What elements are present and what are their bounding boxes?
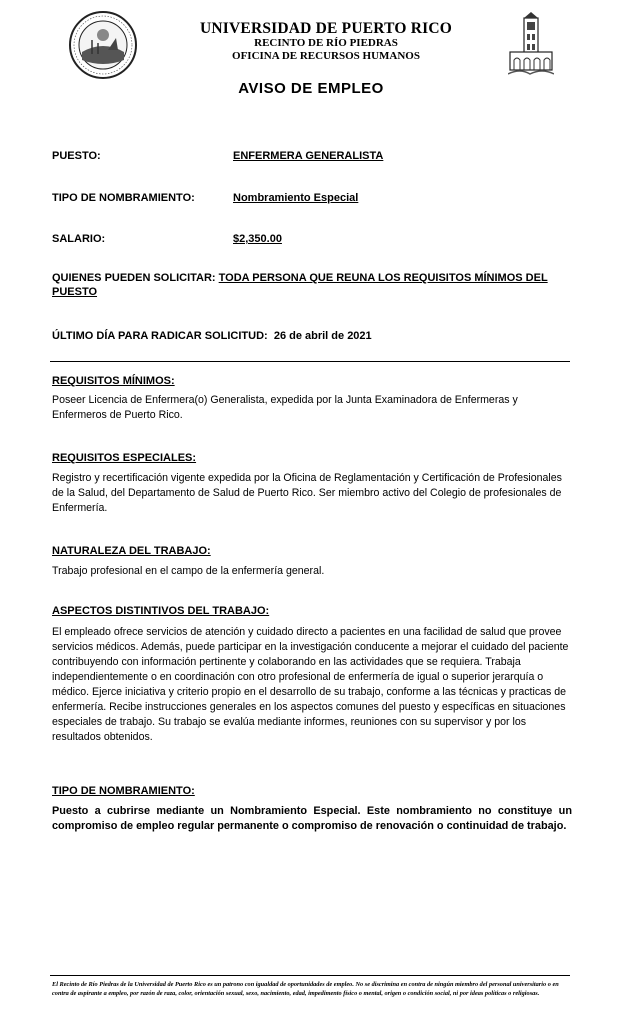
salario-label: SALARIO: (52, 233, 106, 245)
letterhead (150, 20, 502, 63)
puesto-label: PUESTO: (52, 150, 101, 162)
ultimo-value: 26 de abril de 2021 (273, 330, 372, 342)
tipo-nombramiento-body: Puesto a cubrirse mediante un Nombramiento Especial. Este nombramiento no constituye un compromiso de empleo regular permanente o compromiso de renovación o continuidad de trabajo. (52, 805, 572, 832)
tipo-label: TIPO DE NOMBRAMIENTO: (52, 192, 195, 204)
tower-logo (508, 12, 554, 76)
office-name: OFICINA DE RECURSOS HUMANOS (232, 50, 420, 62)
tipo-nombramiento-title: TIPO DE NOMBRAMIENTO: (52, 785, 195, 797)
ultimo-label: ÚLTIMO DÍA PARA RADICAR SOLICITUD: (52, 330, 268, 342)
footer-disclaimer: El Recinto de Río Piedras de la Universidad de Puerto Rico es un patrono con igualdad de oportunidades de empleo. No se discrimina en contra de ningún miembro del personal universitario o en contra de aspirante a empleo, por razón de raza, color, orientación sexual, sexo, nacimiento, edad, impedimento físico o mental, origen o condición social, ni por ideas políticas o religiosas. (52, 981, 559, 997)
requisitos-especiales-body: Registro y recertificación vigente expedida por la Oficina de Reglamentación y Certificación de Profesionales de la Salud, del Departamento de Salud de Puerto Rico. Ser miembro activo del Colegio de profesionales de Enfermería. (52, 472, 562, 514)
requisitos-minimos-title: REQUISITOS MÍNIMOS: (52, 375, 175, 387)
naturaleza-title: NATURALEZA DEL TRABAJO: (52, 545, 211, 557)
aspectos-body: El empleado ofrece servicios de atención y cuidado directo a pacientes en una facilidad de salud que provee servicios médicos. Además, puede participar en la investigación conducente a mejorar el cuidado del paciente contribuyendo con información pertinente y colaborando en las actividades que se requiera. Trabaja independientemente o en coordinación con otro profesional de enfermería de igual o superior jerarquía o médico. Ejerce iniciativa y criterio propio en el desarrollo de su trabajo, conforme a las técnicas y practicas de enfermería. Recibe instrucciones generales en los aspectos comunes del puesto y específicas en situaciones especiales de trabajo. Su trabajo se evalúa mediante informes, reuniones con su supervisor y por los resultados obtenidos. (52, 626, 569, 743)
footer-divider (50, 975, 570, 976)
aspectos-title: ASPECTOS DISTINTIVOS DEL TRABAJO: (52, 605, 270, 617)
page-title: AVISO DE EMPLEO (238, 80, 384, 97)
divider (50, 361, 570, 362)
field-quienes (52, 271, 552, 299)
university-name: UNIVERSIDAD DE PUERTO RICO (200, 20, 452, 37)
campus-name: RECINTO DE RÍO PIEDRAS (254, 37, 398, 49)
university-seal-logo (68, 10, 138, 80)
salario-value: $2,350.00 (233, 233, 282, 245)
naturaleza-body: Trabajo profesional en el campo de la enfermería general. (52, 565, 325, 577)
field-ultimo-dia (52, 330, 372, 342)
quienes-label: QUIENES PUEDEN SOLICITAR: (52, 272, 219, 284)
puesto-value: ENFERMERA GENERALISTA (233, 150, 384, 162)
quienes-value: TODA PERSONA QUE REUNA LOS REQUISITOS MÍNIMOS DEL PUESTO (52, 272, 548, 298)
tipo-value: Nombramiento Especial (233, 192, 359, 204)
requisitos-minimos-body: Poseer Licencia de Enfermera(o) Generalista, expedida por la Junta Examinadora de Enfermeras y Enfermeros de Puerto Rico. (52, 394, 518, 421)
requisitos-especiales-title: REQUISITOS ESPECIALES: (52, 452, 197, 464)
